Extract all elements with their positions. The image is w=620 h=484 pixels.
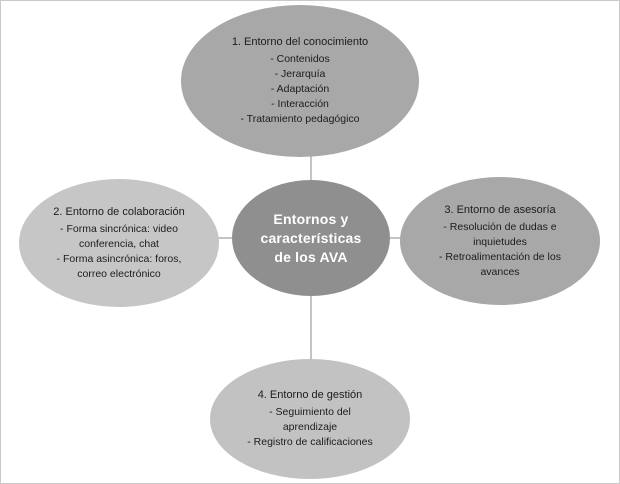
node-item: - Resolución de dudas e: [443, 220, 557, 233]
node-entorno-de-gestion[interactable]: [210, 359, 410, 479]
center-title-line: características: [260, 229, 362, 246]
center-title-line: Entornos y: [273, 210, 349, 227]
node-item: - Contenidos: [270, 53, 330, 65]
node-item: aprendizaje: [282, 421, 338, 433]
node-item: - Retroalimentación de los: [439, 250, 561, 263]
node-item: inquietudes: [473, 235, 527, 248]
node-item: - Interacción: [271, 98, 329, 110]
node-item: - Tratamiento pedagógico: [240, 113, 360, 125]
node-item: - Jerarquía: [274, 68, 326, 80]
node-entorno-del-conocimiento[interactable]: [181, 5, 419, 157]
center-title-line: de los AVA: [274, 248, 348, 265]
connector-center-bottom: [310, 293, 312, 363]
node-item: - Seguimiento del: [269, 406, 351, 418]
node-item: conferencia, chat: [79, 237, 159, 250]
node-item: correo electrónico: [77, 267, 161, 280]
node-entorno-de-asesoria[interactable]: [400, 177, 600, 305]
node-title: 4. Entorno de gestión: [257, 389, 363, 401]
node-item: - Forma asincrónica: foros,: [56, 252, 182, 265]
node-item: - Registro de calificaciones: [247, 436, 373, 448]
node-center-entornos-y-caracteristicas[interactable]: [232, 180, 390, 296]
node-entorno-de-colaboracion[interactable]: [19, 179, 219, 307]
node-title: 1. Entorno del conocimiento: [231, 36, 369, 48]
node-title: 3. Entorno de asesoría: [444, 203, 556, 216]
node-title: 2. Entorno de colaboración: [53, 205, 185, 218]
node-item: - Adaptación: [270, 83, 330, 95]
node-item: - Forma sincrónica: video: [60, 222, 178, 235]
node-item: avances: [480, 265, 520, 278]
